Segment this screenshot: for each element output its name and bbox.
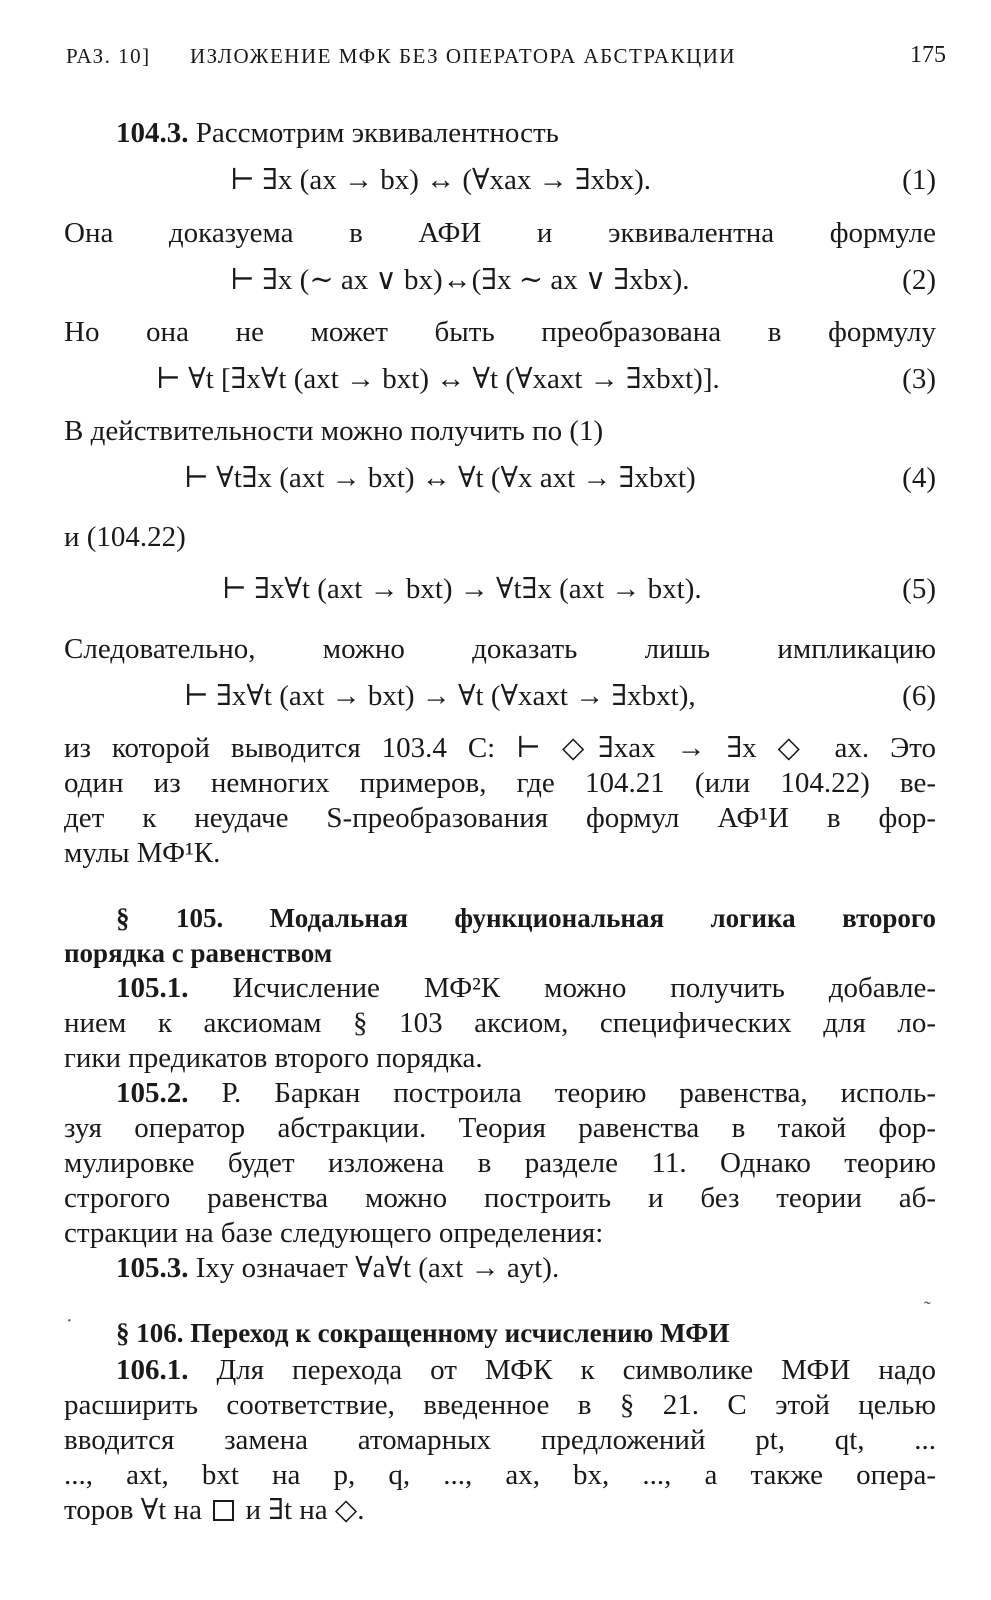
- text-line: стракции на базе следующего определения:: [64, 1217, 604, 1249]
- page-number: 175: [910, 42, 946, 68]
- formula-number: (6): [902, 680, 936, 712]
- formula-number: (3): [902, 363, 936, 395]
- paragraph-text: Ixy означает ∀a∀t (axt → ayt).: [195, 1252, 560, 1284]
- text-line: дет к неудаче S-преобразования формул АФ¹И в фор-: [64, 802, 936, 834]
- formula-expression: ⊢ ∀t [∃x∀t (axt → bxt) ↔ ∀t (∀xaxt → ∃xbxt)].: [156, 363, 720, 395]
- formula-expression: ⊢ ∀t∃x (axt → bxt) ↔ ∀t (∀x axt → ∃xbxt): [184, 462, 696, 494]
- running-header: [66, 44, 946, 78]
- paragraph-105-2: [116, 1073, 936, 1113]
- section-105-heading-cont: порядка с равенством: [64, 938, 333, 968]
- text-line: вводится замена атомарных предложений pt, qt, ...: [64, 1424, 936, 1456]
- text-line: мулировке будет изложена в разделе 11. Однако теорию: [64, 1147, 936, 1179]
- square-operator-icon: [213, 1500, 234, 1521]
- print-speck: ˜: [924, 1298, 931, 1320]
- section-105-heading: § 105. Модальная функциональная логика второго: [116, 903, 936, 933]
- text-line: гики предикатов второго порядка.: [64, 1042, 483, 1074]
- formula-number: (2): [902, 264, 936, 296]
- section-106-heading: § 106. Переход к сокращенному исчислению МФИ: [116, 1318, 730, 1348]
- text-line: Она доказуема в АФИ и эквивалентна формуле: [64, 217, 936, 249]
- text-line: из которой выводится 103.4 С: ⊢ ◇∃xax → ∃x ◇ ax. Это: [64, 732, 936, 764]
- paragraph-105-3: [116, 1248, 936, 1288]
- item-number: 105.3.: [116, 1252, 189, 1284]
- formula-4: [64, 457, 936, 499]
- item-number: 106.1.: [116, 1354, 189, 1386]
- text-fragment: торов ∀t на: [64, 1494, 202, 1526]
- formula-6: [64, 675, 936, 717]
- formula-expression: ⊢ ∃x∀t (axt → bxt) → ∀t (∀xaxt → ∃xbxt),: [184, 680, 696, 712]
- formula-number: (5): [902, 573, 936, 605]
- text-line: зуя оператор абстракции. Теория равенства в такой фор-: [64, 1112, 936, 1144]
- text-line: В действительности можно получить по (1): [64, 415, 604, 447]
- paragraph-text: Для перехода от МФК к символике МФИ надо: [216, 1354, 937, 1386]
- item-number: 104.3.: [116, 117, 189, 149]
- paragraph-text: Р. Баркан построила теорию равенства, исполь-: [221, 1077, 936, 1109]
- text-line: нием к аксиомам § 103 аксиом, специфических для ло-: [64, 1007, 936, 1039]
- text-line-last: [64, 1490, 936, 1530]
- formula-number: (4): [902, 462, 936, 494]
- paragraph-104-3: [116, 113, 936, 153]
- formula-expression: ⊢ ∃x (∼ ax ∨ bx)↔(∃x ∼ ax ∨ ∃xbx).: [230, 264, 690, 296]
- formula-expression: ⊢ ∃x (ax → bx) ↔ (∀xax → ∃xbx).: [230, 164, 652, 196]
- formula-5: [64, 568, 936, 610]
- text-line: расширить соответствие, введенное в § 21. С этой целью: [64, 1389, 936, 1421]
- text-fragment: и ∃t на ◇.: [245, 1494, 365, 1526]
- paragraph-106-1: [116, 1350, 936, 1390]
- paragraph-text: Исчисление МФ²К можно получить добавле-: [232, 972, 936, 1004]
- text-line: Но она не может быть преобразована в формулу: [64, 316, 936, 348]
- text-line: Следовательно, можно доказать лишь импликацию: [64, 633, 936, 665]
- print-speck: ·: [66, 1310, 73, 1332]
- header-section: РАЗ. 10]: [66, 44, 151, 68]
- formula-1: [64, 159, 936, 201]
- paragraph-105-1: [116, 968, 936, 1008]
- paragraph-text: Рассмотрим эквивалентность: [195, 117, 559, 149]
- header-title: ИЗЛОЖЕНИЕ МФК БЕЗ ОПЕРАТОРА АБСТРАКЦИИ: [190, 44, 737, 68]
- item-number: 105.2.: [116, 1077, 189, 1109]
- text-line: ..., axt, bxt на p, q, ..., ax, bx, ..., а также опера-: [64, 1459, 936, 1491]
- formula-expression: ⊢ ∃x∀t (axt → bxt) → ∀t∃x (axt → bxt).: [222, 573, 702, 605]
- text-line: мулы МФ¹К.: [64, 837, 221, 869]
- item-number: 105.1.: [116, 972, 189, 1004]
- formula-2: [64, 259, 936, 301]
- text-line: и (104.22): [64, 521, 186, 553]
- text-line: строгого равенства можно построить и без теории аб-: [64, 1182, 936, 1214]
- formula-number: (1): [902, 164, 936, 196]
- text-line: один из немногих примеров, где 104.21 (или 104.22) ве-: [64, 767, 936, 799]
- formula-3: [64, 358, 936, 400]
